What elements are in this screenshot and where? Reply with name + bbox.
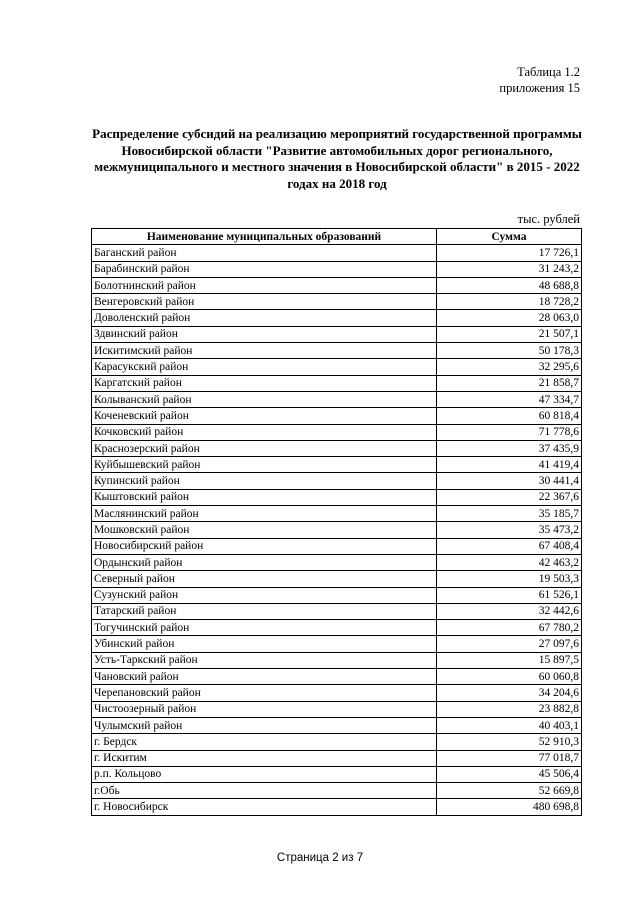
municipality-name: Сузунский район	[92, 587, 437, 603]
municipality-name: Куйбышевский район	[92, 457, 437, 473]
table-row	[92, 310, 582, 326]
table-row	[92, 457, 582, 473]
table-row	[92, 245, 582, 261]
table-row	[92, 620, 582, 636]
subsidy-amount: 31 243,2	[437, 261, 582, 277]
subsidy-amount: 47 334,7	[437, 391, 582, 407]
municipality-name: Чистоозерный район	[92, 701, 437, 717]
municipality-name: Мошковский район	[92, 522, 437, 538]
municipality-name: Усть-Таркский район	[92, 652, 437, 668]
table-number-label: Таблица 1.2	[517, 65, 580, 79]
table-row	[92, 538, 582, 554]
table-body	[92, 245, 582, 815]
subsidy-amount: 52 669,8	[437, 783, 582, 799]
subsidy-amount: 71 778,6	[437, 424, 582, 440]
table-row	[92, 554, 582, 570]
municipality-name: г. Бердск	[92, 734, 437, 750]
municipality-name: Убинский район	[92, 636, 437, 652]
municipality-name: Чановский район	[92, 669, 437, 685]
table-row	[92, 717, 582, 733]
subsidy-amount: 17 726,1	[437, 245, 582, 261]
table-row	[92, 343, 582, 359]
subsidy-amount: 67 408,4	[437, 538, 582, 554]
subsidy-amount: 41 419,4	[437, 457, 582, 473]
table-row	[92, 669, 582, 685]
table-header-row	[92, 229, 582, 245]
column-header-municipality: Наименование муниципальных образований	[92, 229, 437, 245]
table-row	[92, 261, 582, 277]
subsidy-amount: 32 295,6	[437, 359, 582, 375]
municipality-name: Доволенский район	[92, 310, 437, 326]
subsidy-amount: 28 063,0	[437, 310, 582, 326]
subsidy-amount: 22 367,6	[437, 489, 582, 505]
subsidy-amount: 21 858,7	[437, 375, 582, 391]
table-row	[92, 685, 582, 701]
municipality-name: Здвинский район	[92, 326, 437, 342]
subsidy-amount: 45 506,4	[437, 766, 582, 782]
subsidy-amount: 60 060,8	[437, 669, 582, 685]
subsidy-amount: 48 688,8	[437, 277, 582, 293]
subsidy-amount: 35 473,2	[437, 522, 582, 538]
column-header-amount: Сумма	[437, 229, 582, 245]
municipality-name: Карасукский район	[92, 359, 437, 375]
subsidy-amount: 21 507,1	[437, 326, 582, 342]
subsidy-amount: 50 178,3	[437, 343, 582, 359]
subsidy-amount: 27 097,6	[437, 636, 582, 652]
subsidy-table	[91, 228, 582, 816]
subsidy-amount: 60 818,4	[437, 408, 582, 424]
municipality-name: Купинский район	[92, 473, 437, 489]
municipality-name: Болотнинский район	[92, 277, 437, 293]
municipality-name: Тогучинский район	[92, 620, 437, 636]
table-row	[92, 750, 582, 766]
table-row	[92, 571, 582, 587]
table-row	[92, 603, 582, 619]
table-row	[92, 522, 582, 538]
table-row	[92, 473, 582, 489]
table-row	[92, 636, 582, 652]
table-row	[92, 701, 582, 717]
subsidy-amount: 52 910,3	[437, 734, 582, 750]
appendix-label: приложения 15	[499, 81, 580, 95]
subsidy-amount: 37 435,9	[437, 440, 582, 456]
municipality-name: Венгеровский район	[92, 294, 437, 310]
municipality-name: Новосибирский район	[92, 538, 437, 554]
municipality-name: г. Новосибирск	[92, 799, 437, 815]
table-row	[92, 766, 582, 782]
municipality-name: Барабинский район	[92, 261, 437, 277]
municipality-name: Ордынский район	[92, 554, 437, 570]
subsidy-amount: 77 018,7	[437, 750, 582, 766]
table-row	[92, 652, 582, 668]
municipality-name: Коченевский район	[92, 408, 437, 424]
table-row	[92, 294, 582, 310]
municipality-name: Маслянинский район	[92, 506, 437, 522]
subsidy-amount: 480 698,8	[437, 799, 582, 815]
table-row	[92, 359, 582, 375]
subsidy-amount: 23 882,8	[437, 701, 582, 717]
page-number: Страница 2 из 7	[276, 852, 364, 864]
table-row	[92, 391, 582, 407]
municipality-name: Татарский район	[92, 603, 437, 619]
units-label: тыс. рублей	[517, 212, 580, 226]
municipality-name: г. Искитим	[92, 750, 437, 766]
table-row	[92, 408, 582, 424]
municipality-name: Северный район	[92, 571, 437, 587]
table-row	[92, 424, 582, 440]
municipality-name: Каргатский район	[92, 375, 437, 391]
table-row	[92, 587, 582, 603]
municipality-name: Чулымский район	[92, 717, 437, 733]
table-row	[92, 440, 582, 456]
subsidy-amount: 35 185,7	[437, 506, 582, 522]
subsidy-amount: 42 463,2	[437, 554, 582, 570]
subsidy-amount: 30 441,4	[437, 473, 582, 489]
municipality-name: Колыванский район	[92, 391, 437, 407]
document-title: Распределение субсидий на реализацию мероприятий государственной программы Новосибирской области "Развитие автомобильных дорог регионального, межмуниципального и местного значения в Новосибирской области" в 2015 - 2022 годах на 2018 год	[92, 126, 582, 191]
subsidy-amount: 19 503,3	[437, 571, 582, 587]
municipality-name: Краснозерский район	[92, 440, 437, 456]
table-row	[92, 277, 582, 293]
subsidy-amount: 40 403,1	[437, 717, 582, 733]
municipality-name: г.Обь	[92, 783, 437, 799]
municipality-name: Черепановский район	[92, 685, 437, 701]
municipality-name: Искитимский район	[92, 343, 437, 359]
subsidy-amount: 34 204,6	[437, 685, 582, 701]
table-row	[92, 506, 582, 522]
subsidy-amount: 32 442,6	[437, 603, 582, 619]
table-row	[92, 326, 582, 342]
table-row	[92, 375, 582, 391]
municipality-name: Кыштовский район	[92, 489, 437, 505]
table-row	[92, 783, 582, 799]
subsidy-amount: 67 780,2	[437, 620, 582, 636]
municipality-name: р.п. Кольцово	[92, 766, 437, 782]
subsidy-amount: 15 897,5	[437, 652, 582, 668]
table-row	[92, 799, 582, 815]
subsidy-amount: 18 728,2	[437, 294, 582, 310]
table-row	[92, 489, 582, 505]
municipality-name: Баганский район	[92, 245, 437, 261]
subsidy-amount: 61 526,1	[437, 587, 582, 603]
table-row	[92, 734, 582, 750]
municipality-name: Кочковский район	[92, 424, 437, 440]
